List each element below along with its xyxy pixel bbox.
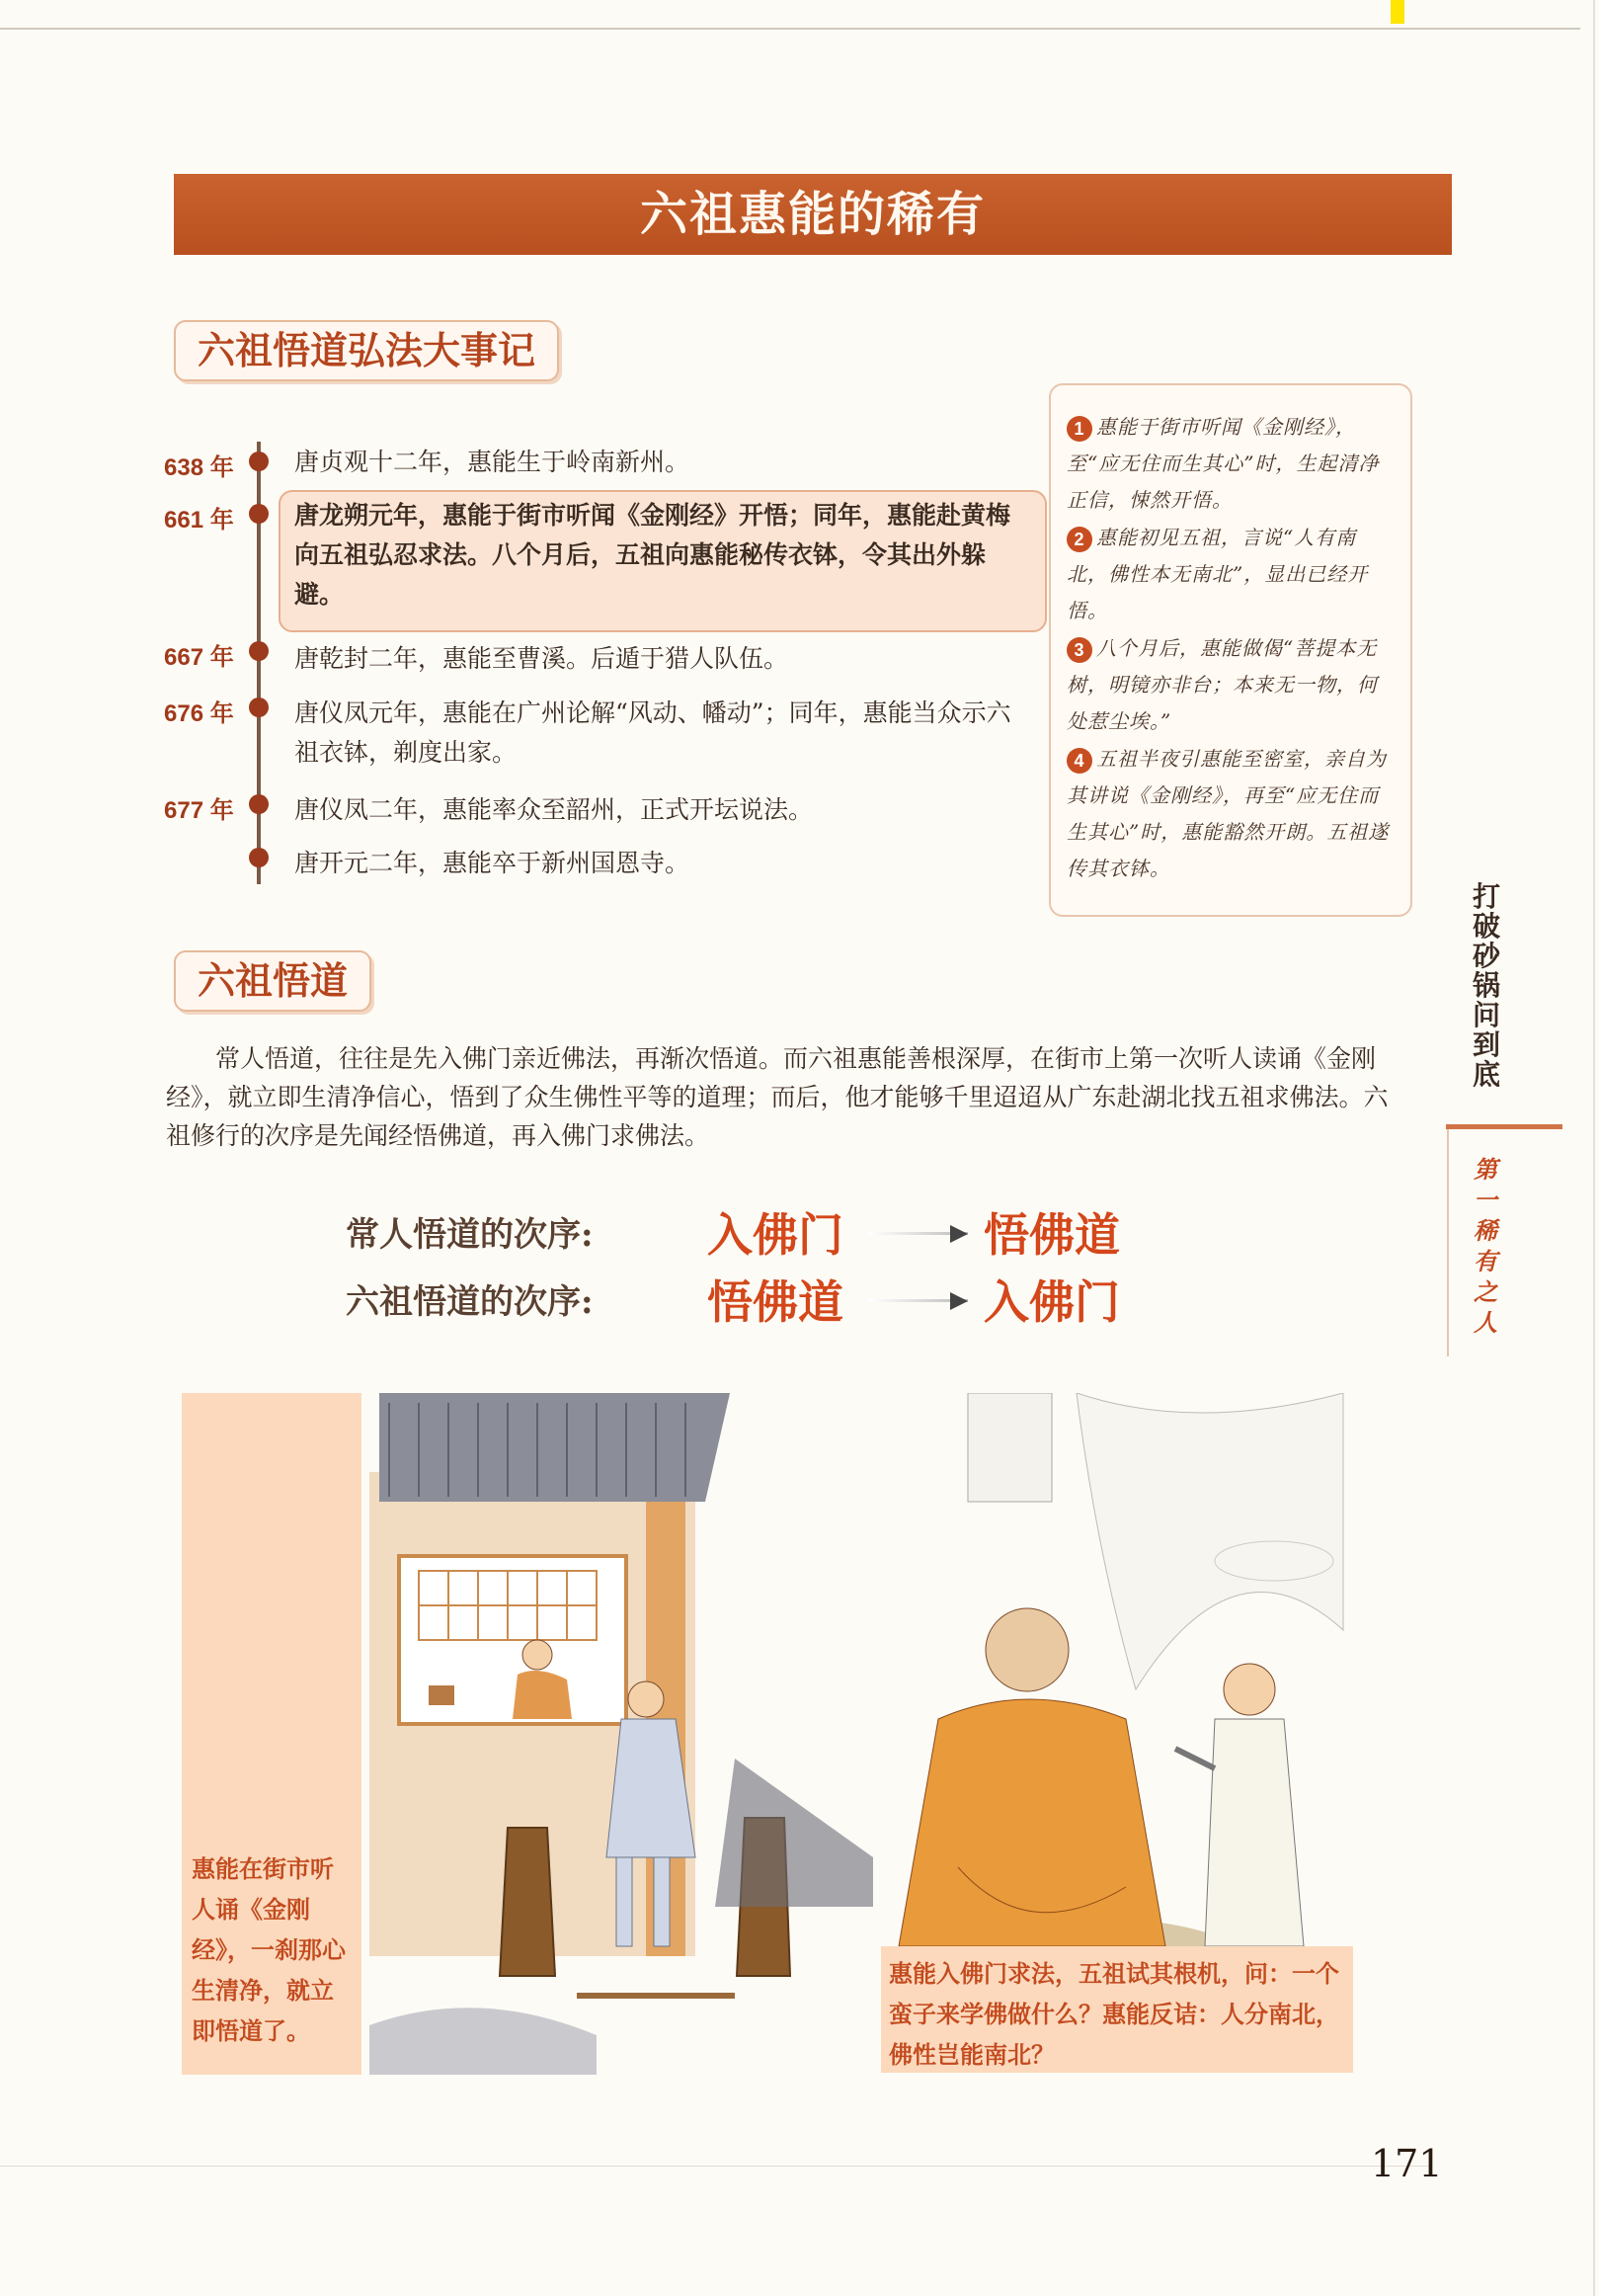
page-number: 171 (1371, 2142, 1443, 2185)
note-text: 五祖半夜引惠能至密室，亲自为其讲说《金刚经》，再至“应无住而生其心”时，惠能豁然开朗。五祖遂传其衣钵。 (1067, 747, 1390, 880)
note-item (1067, 630, 1398, 740)
arrow-right-icon (950, 1292, 968, 1310)
number-badge: 2 (1067, 527, 1092, 552)
sequence-step-to: 入佛门 (984, 1276, 1120, 1328)
note-item (1067, 409, 1398, 519)
sequence-step-from: 入佛门 (707, 1209, 843, 1261)
timeline-event: 唐仪凤元年，惠能在广州论解“风动、幡动”；同年，惠能当众示六祖衣钵，剃度出家。 (294, 698, 1011, 767)
sidebar-rule (1446, 1124, 1562, 1129)
timeline-year: 638 年 (164, 454, 234, 481)
timeline-dot (249, 451, 269, 471)
title-banner (174, 174, 1452, 255)
sidebar-divider (1447, 1129, 1449, 1356)
section-heading-enlightenment: 六祖悟道 (174, 950, 371, 1012)
sidebar-book-title: 打破砂锅问到底 (1472, 881, 1500, 1090)
timeline-dot (249, 504, 269, 524)
timeline-year: 661 年 (164, 507, 234, 533)
footer-rule (0, 2166, 1432, 2167)
timeline-event: 唐贞观十二年，惠能生于岭南新州。 (294, 448, 690, 476)
note-text: 惠能于街市听闻《金刚经》，至“应无住而生其心”时，生起清净正信，悚然开悟。 (1067, 415, 1380, 512)
arrow-right-icon (950, 1225, 968, 1243)
sequence-label: 常人悟道的次序: (346, 1215, 594, 1255)
caption-right: 惠能入佛门求法，五祖试其根机，问：一个蛮子来学佛做什么？惠能反诘：人分南北，佛性岂能南北？ (889, 1961, 1339, 2069)
page-title: 六祖惠能的稀有 (639, 187, 986, 242)
page-marker (1391, 0, 1404, 24)
timeline-event-highlight: 唐龙朔元年，惠能于街市听闻《金刚经》开悟；同年，惠能赴黄梅向五祖弘忍求法。八个月后，五祖向惠能秘传衣钵，令其出外躲避。 (294, 501, 1011, 609)
timeline-dot (249, 697, 269, 717)
number-badge: 3 (1067, 637, 1092, 663)
sequence-label: 六祖悟道的次序: (346, 1282, 594, 1322)
sequence-step-to: 悟佛道 (984, 1209, 1120, 1261)
body-paragraph: 常人悟道，往往是先入佛门亲近佛法，再渐次悟道。而六祖惠能善根深厚，在街市上第一次听人读诵《金刚经》，就立即生清净信心，悟到了众生佛性平等的道理；而后，他才能够千里迢迢从广东赴湖北找五祖求佛法。六祖修行的次序是先闻经悟佛道，再入佛门求佛法。 (166, 1045, 1389, 1150)
timeline-dot (249, 848, 269, 867)
section-heading-events: 六祖悟道弘法大事记 (174, 320, 559, 381)
note-item (1067, 741, 1398, 887)
number-badge: 1 (1067, 416, 1092, 442)
timeline-dot (249, 794, 269, 814)
timeline-event: 唐仪凤二年，惠能率众至韶州，正式开坛说法。 (294, 795, 814, 824)
timeline-dot (249, 641, 269, 661)
sidebar-chapter: 第一稀有之人 (1474, 1155, 1497, 1337)
note-text: 八个月后，惠能做偈“菩提本无树，明镜亦非台；本来无一物，何处惹尘埃。” (1067, 636, 1378, 733)
timeline-event: 唐乾封二年，惠能至曹溪。后遁于猎人队伍。 (294, 644, 789, 673)
top-rule (0, 28, 1580, 30)
timeline-event: 唐开元二年，惠能卒于新州国恩寺。 (294, 849, 690, 877)
caption-left: 惠能在街市听人诵《金刚经》，一刹那心生清净，就立即悟道了。 (192, 1856, 346, 2045)
note-text: 惠能初见五祖，言说“人有南北，佛性本无南北”，显出已经开悟。 (1067, 526, 1369, 622)
timeline-year: 676 年 (164, 700, 234, 727)
page-edge (1593, 0, 1595, 2296)
timeline-year: 677 年 (164, 797, 234, 824)
sequence-step-from: 悟佛道 (707, 1276, 843, 1328)
note-item (1067, 520, 1398, 629)
timeline-year: 667 年 (164, 644, 234, 671)
number-badge: 4 (1067, 748, 1092, 774)
